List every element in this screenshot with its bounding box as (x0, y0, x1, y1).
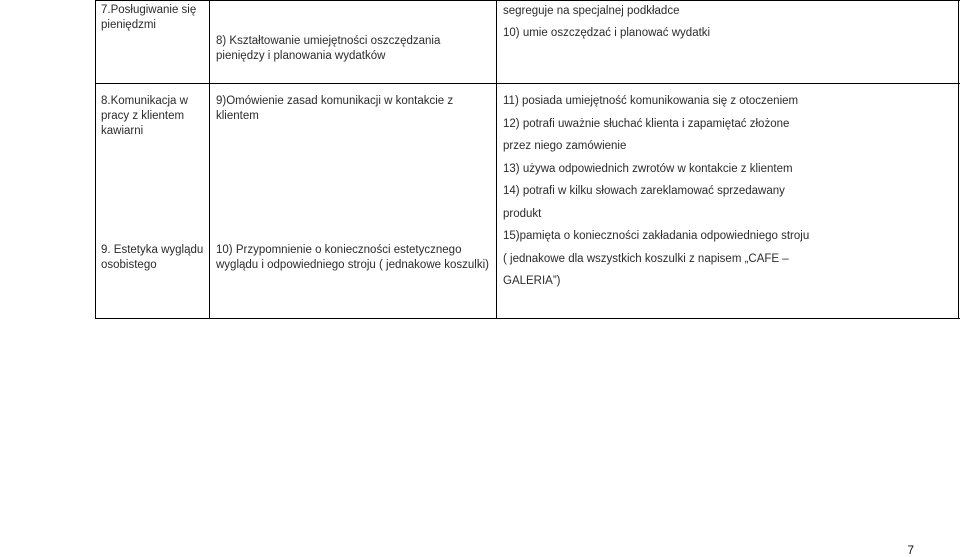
topic-cell: 7.Posługiwanie się pieniędzmi (101, 4, 197, 31)
table-rule (95, 318, 960, 319)
outcome-line: 10) umie oszczędzać i planować wydatki (503, 27, 711, 39)
outcome-line: produkt (503, 208, 542, 220)
outcome-line: 12) potrafi uważnie słuchać klienta i zapamiętać złożone (503, 118, 790, 130)
outcome-line: GALERIA”) (503, 275, 561, 287)
outcome-line: 11) posiada umiejętność komunikowania się z otoczeniem (503, 95, 799, 107)
page-number: 7 (907, 543, 914, 557)
outcome-line: 15)pamięta o konieczności zakładania odpowiedniego stroju (503, 230, 810, 242)
table-rule (95, 0, 960, 1)
table-rule (958, 0, 959, 319)
outcome-line: 14) potrafi w kilku słowach zareklamować sprzedawany (503, 185, 785, 197)
table-rule (209, 0, 210, 319)
content-cell: 10) Przypomnienie o konieczności estetycznego wyglądu i odpowiedniego stroju ( jednakowe koszulki) (216, 244, 489, 271)
outcome-line: ( jednakowe dla wszystkich koszulki z napisem „CAFE – (503, 253, 789, 265)
topic-cell: 9. Estetyka wyglądu osobistego (101, 244, 204, 271)
content-cell: 9)Omówienie zasad komunikacji w kontakcie z klientem (216, 95, 454, 122)
table-rule (95, 83, 960, 84)
outcome-line: przez niego zamówienie (503, 140, 627, 152)
topic-cell: 8.Komunikacja w pracy z klientem kawiarni (101, 95, 188, 137)
table-rule (496, 0, 497, 319)
outcome-line: 13) używa odpowiednich zwrotów w kontakcie z klientem (503, 163, 793, 175)
content-cell: 8) Kształtowanie umiejętności oszczędzania pieniędzy i planowania wydatków (216, 35, 441, 62)
outcome-line: segreguje na specjalnej podkładce (503, 5, 680, 17)
table-rule (95, 0, 96, 319)
